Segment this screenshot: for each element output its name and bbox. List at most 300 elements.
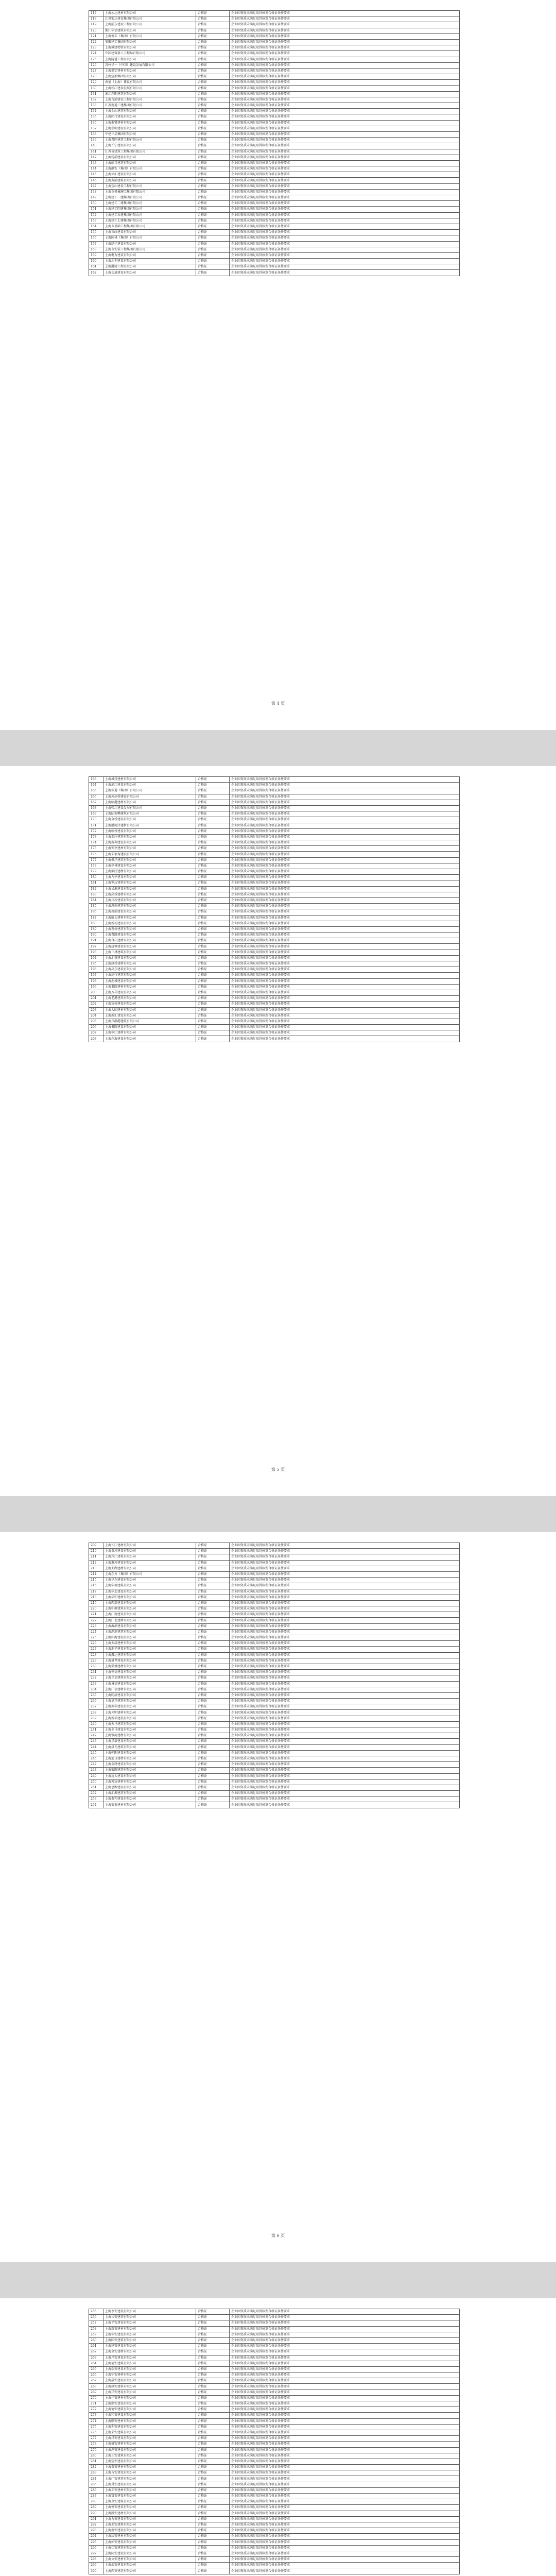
cell-name: 上海黄河建设有限公司 — [103, 1549, 196, 1554]
cell-no: 212 — [89, 1560, 103, 1566]
cell-no: 165 — [89, 788, 103, 794]
table-row — [89, 1756, 460, 1761]
cell-no: 257 — [89, 2320, 103, 2326]
cell-type: 合格证 — [196, 1629, 230, 1635]
cell-type: 合格证 — [196, 1030, 230, 1036]
cell-no: 223 — [89, 1623, 103, 1629]
table-row — [89, 155, 460, 160]
table-row — [89, 1744, 460, 1750]
cell-desc: 企业因资质未满足取得核发合格证条件要求 — [230, 892, 460, 897]
cell-desc: 企业因资质未满足取得核发合格证条件要求 — [230, 218, 460, 224]
table-row — [89, 2436, 460, 2442]
cell-no: 230 — [89, 1664, 103, 1669]
cell-no: 238 — [89, 1710, 103, 1716]
cell-name: 上海朝阳建设有限公司 — [103, 1750, 196, 1756]
cell-no: 159 — [89, 252, 103, 258]
cell-name: 上海嘉定建材有限公司 — [103, 68, 196, 74]
cell-desc: 企业因资质未满足取得核发合格证条件要求 — [230, 1692, 460, 1698]
table-row — [89, 2320, 460, 2326]
cell-no: 188 — [89, 921, 103, 926]
cell-type: 合格证 — [196, 1675, 230, 1681]
cell-type: 合格证 — [196, 1785, 230, 1790]
cell-type: 合格证 — [196, 852, 230, 857]
table-row — [89, 189, 460, 195]
cell-desc: 企业因资质未满足取得核发合格证条件要求 — [230, 950, 460, 955]
cell-no: 219 — [89, 1600, 103, 1606]
cell-type: 合格证 — [196, 897, 230, 903]
table-row — [89, 788, 460, 794]
cell-name: 上海亭林建设有限公司 — [103, 863, 196, 869]
table-row — [89, 846, 460, 852]
cell-no: 240 — [89, 1721, 103, 1727]
registry-table-body — [89, 2309, 460, 2574]
cell-type: 合格证 — [196, 80, 230, 86]
cell-desc: 企业因资质未满足取得核发合格证条件要求 — [230, 2372, 460, 2378]
cell-desc: 企业因资质未满足取得核发合格证条件要求 — [230, 1578, 460, 1583]
cell-desc: 企业因资质未满足取得核发合格证条件要求 — [230, 1612, 460, 1618]
cell-type: 合格证 — [196, 259, 230, 264]
cell-no: 282 — [89, 2465, 103, 2470]
cell-type: 合格证 — [196, 1623, 230, 1629]
cell-no: 150 — [89, 201, 103, 207]
cell-name: 上海水利建设有限公司 — [103, 259, 196, 264]
cell-type: 合格证 — [196, 817, 230, 823]
cell-no: 190 — [89, 933, 103, 938]
cell-desc: 企业因资质未满足取得核发合格证条件要求 — [230, 2470, 460, 2476]
cell-type: 合格证 — [196, 2326, 230, 2332]
cell-type: 合格证 — [196, 149, 230, 155]
table-row — [89, 1578, 460, 1583]
cell-desc: 企业因资质未满足取得核发合格证条件要求 — [230, 2337, 460, 2343]
table-row — [89, 1560, 460, 1566]
cell-name: 上海湖滨建筑有限公司 — [103, 1629, 196, 1635]
cell-no: 181 — [89, 880, 103, 886]
cell-desc: 企业因资质未满足取得核发合格证条件要求 — [230, 1727, 460, 1733]
cell-no: 216 — [89, 1583, 103, 1589]
cell-type: 合格证 — [196, 2309, 230, 2315]
table-row — [89, 2465, 460, 2470]
cell-desc: 企业因资质未满足取得核发合格证条件要求 — [230, 2407, 460, 2413]
table-row — [89, 2424, 460, 2430]
cell-type: 合格证 — [196, 788, 230, 794]
cell-no: 207 — [89, 1030, 103, 1036]
cell-name: 上海枫泾建筑有限公司 — [103, 857, 196, 863]
cell-name: 上海金马建设有限公司 — [103, 1727, 196, 1733]
cell-desc: 企业因资质未满足取得核发合格证条件要求 — [230, 938, 460, 944]
cell-name: 上海陆家嘴建筑有限公司 — [103, 811, 196, 817]
cell-type: 合格证 — [196, 2447, 230, 2453]
cell-type: 合格证 — [196, 933, 230, 938]
table-row — [89, 1606, 460, 1612]
cell-desc: 企业因资质未满足取得核发合格证条件要求 — [230, 846, 460, 852]
cell-desc: 企业因资质未满足取得核发合格证条件要求 — [230, 1762, 460, 1768]
table-row — [89, 2355, 460, 2361]
cell-type: 合格证 — [196, 2568, 230, 2574]
cell-type: 合格证 — [196, 1779, 230, 1785]
cell-no: 265 — [89, 2366, 103, 2372]
cell-name: 上海新华建设有限公司 — [103, 1716, 196, 1721]
cell-desc: 企业因资质未满足取得核发合格证条件要求 — [230, 1664, 460, 1669]
table-row — [89, 915, 460, 921]
cell-name: 上海交通建设有限公司 — [103, 270, 196, 276]
cell-desc: 企业因资质未满足取得核发合格证条件要求 — [230, 1600, 460, 1606]
document-page — [0, 0, 556, 730]
cell-desc: 企业因资质未满足取得核发合格证条件要求 — [230, 109, 460, 114]
cell-type: 合格证 — [196, 1652, 230, 1658]
cell-desc: 企业因资质未满足取得核发合格证条件要求 — [230, 2401, 460, 2407]
cell-name: 上海闵行建设有限公司 — [103, 114, 196, 120]
table-row — [89, 2482, 460, 2487]
table-row — [89, 143, 460, 149]
cell-no: 173 — [89, 834, 103, 840]
cell-no: 267 — [89, 2378, 103, 2384]
cell-desc: 企业因资质未满足取得核发合格证条件要求 — [230, 11, 460, 16]
cell-type: 合格证 — [196, 1681, 230, 1687]
cell-name: 上海如安建设有限公司 — [103, 2539, 196, 2545]
cell-no: 162 — [89, 270, 103, 276]
table-row — [89, 938, 460, 944]
cell-name: 上海宝冶集团有限公司 — [103, 74, 196, 80]
cell-name: 上海淮河建设有限公司 — [103, 1560, 196, 1566]
cell-name: 上海航头建材有限公司 — [103, 915, 196, 921]
cell-desc: 企业因资质未满足取得核发合格证条件要求 — [230, 62, 460, 68]
cell-name: 上海顺安建材有限公司 — [103, 2418, 196, 2424]
table-row — [89, 961, 460, 967]
table-row — [89, 80, 460, 86]
cell-desc: 企业因资质未满足取得核发合格证条件要求 — [230, 2366, 460, 2372]
cell-no: 139 — [89, 138, 103, 143]
cell-name: 上海华南建筑有限公司 — [103, 1583, 196, 1589]
table-row — [89, 1750, 460, 1756]
cell-name: 上海诚信建设有限公司 — [103, 1681, 196, 1687]
cell-type: 合格证 — [196, 1002, 230, 1007]
cell-name: 上海泰安建材有限公司 — [103, 2465, 196, 2470]
cell-desc: 企业因资质未满足取得核发合格证条件要求 — [230, 1716, 460, 1721]
cell-no: 170 — [89, 817, 103, 823]
cell-name: 上海青浦建设工程有限公司 — [103, 97, 196, 103]
table-row — [89, 1583, 460, 1589]
cell-type: 合格证 — [196, 1692, 230, 1698]
cell-desc: 企业因资质未满足取得核发合格证条件要求 — [230, 235, 460, 241]
table-row — [89, 904, 460, 909]
cell-type: 合格证 — [196, 1595, 230, 1600]
cell-name: 上海文安建材有限公司 — [103, 2557, 196, 2563]
cell-desc: 企业因资质未满足取得核发合格证条件要求 — [230, 2551, 460, 2556]
cell-desc: 企业因资质未满足取得核发合格证条件要求 — [230, 2361, 460, 2366]
page-number: 第 6 页 — [271, 2233, 285, 2238]
cell-type: 合格证 — [196, 1750, 230, 1756]
cell-desc: 企业因资质未满足取得核发合格证条件要求 — [230, 961, 460, 967]
cell-name: 上海徐汇建设有限公司 — [103, 172, 196, 178]
cell-no: 183 — [89, 892, 103, 897]
cell-type: 合格证 — [196, 2389, 230, 2395]
cell-desc: 企业因资质未满足取得核发合格证条件要求 — [230, 1733, 460, 1739]
cell-type: 合格证 — [196, 2344, 230, 2349]
cell-desc: 企业因资质未满足取得核发合格证条件要求 — [230, 2315, 460, 2320]
cell-desc: 企业因资质未满足取得核发合格证条件要求 — [230, 1583, 460, 1589]
cell-type: 合格证 — [196, 224, 230, 229]
cell-type: 合格证 — [196, 1704, 230, 1710]
cell-no: 297 — [89, 2551, 103, 2556]
cell-type: 合格证 — [196, 2551, 230, 2556]
cell-no: 244 — [89, 1744, 103, 1750]
cell-no: 234 — [89, 1687, 103, 1692]
cell-no: 144 — [89, 166, 103, 172]
table-row — [89, 97, 460, 103]
cell-type: 合格证 — [196, 1589, 230, 1595]
table-row — [89, 259, 460, 264]
cell-no: 185 — [89, 904, 103, 909]
table-row — [89, 62, 460, 68]
table-row — [89, 51, 460, 57]
cell-desc: 企业因资质未满足取得核发合格证条件要求 — [230, 2418, 460, 2424]
cell-no: 258 — [89, 2326, 103, 2332]
table-row — [89, 1762, 460, 1768]
cell-type: 合格证 — [196, 915, 230, 921]
table-row — [89, 863, 460, 869]
cell-name: 上海西部建设有限公司 — [103, 1600, 196, 1606]
table-row — [89, 1002, 460, 1007]
cell-no: 189 — [89, 926, 103, 932]
cell-name: 上海正安建筑有限公司 — [103, 2453, 196, 2459]
cell-desc: 企业因资质未满足取得核发合格证条件要求 — [230, 2563, 460, 2568]
table-row — [89, 218, 460, 224]
table-row — [89, 2505, 460, 2511]
cell-type: 合格证 — [196, 996, 230, 1002]
cell-no: 161 — [89, 264, 103, 270]
cell-type: 合格证 — [196, 97, 230, 103]
cell-name: 上海星辰建设有限公司 — [103, 1739, 196, 1744]
cell-name: 上海东方（集团）有限公司 — [103, 1571, 196, 1577]
cell-no: 201 — [89, 996, 103, 1002]
cell-no: 259 — [89, 2332, 103, 2337]
cell-no: 289 — [89, 2505, 103, 2511]
table-row — [89, 1007, 460, 1013]
cell-type: 合格证 — [196, 2315, 230, 2320]
table-row — [89, 1704, 460, 1710]
cell-type: 合格证 — [196, 909, 230, 915]
cell-type: 合格证 — [196, 2516, 230, 2522]
table-row — [89, 2361, 460, 2366]
cell-name: 上海大团建材有限公司 — [103, 1007, 196, 1013]
cell-no: 293 — [89, 2528, 103, 2534]
table-row — [89, 1019, 460, 1024]
cell-name: 上海远大建设有限公司 — [103, 1773, 196, 1779]
cell-no: 174 — [89, 840, 103, 846]
cell-name: 上海西安建筑有限公司 — [103, 2568, 196, 2574]
cell-no: 167 — [89, 800, 103, 805]
cell-type: 合格证 — [196, 247, 230, 252]
cell-name: 上海建工二建集团有限公司 — [103, 201, 196, 207]
cell-no: 154 — [89, 224, 103, 229]
cell-type: 合格证 — [196, 2424, 230, 2430]
cell-name: 上海吴淞建设有限公司 — [103, 886, 196, 892]
table-row — [89, 811, 460, 817]
cell-no: 227 — [89, 1647, 103, 1652]
cell-no: 283 — [89, 2470, 103, 2476]
table-row — [89, 2326, 460, 2332]
cell-name: 上海三林建筑有限公司 — [103, 950, 196, 955]
cell-desc: 企业因资质未满足取得核发合格证条件要求 — [230, 1647, 460, 1652]
cell-name: 上海宣桥建设有限公司 — [103, 1002, 196, 1007]
cell-type: 合格证 — [196, 241, 230, 247]
cell-no: 288 — [89, 2499, 103, 2505]
cell-no: 196 — [89, 967, 103, 973]
cell-name: 上海申江建材有限公司 — [103, 1030, 196, 1036]
cell-type: 合格证 — [196, 2522, 230, 2528]
cell-type: 合格证 — [196, 114, 230, 120]
cell-type: 合格证 — [196, 1773, 230, 1779]
cell-no: 278 — [89, 2442, 103, 2447]
cell-desc: 企业因资质未满足取得核发合格证条件要求 — [230, 1675, 460, 1681]
cell-no: 300 — [89, 2568, 103, 2574]
cell-type: 合格证 — [196, 1647, 230, 1652]
cell-type: 合格证 — [196, 2545, 230, 2551]
cell-type: 合格证 — [196, 2320, 230, 2326]
cell-type: 合格证 — [196, 143, 230, 149]
cell-desc: 企业因资质未满足取得核发合格证条件要求 — [230, 178, 460, 183]
cell-desc: 企业因资质未满足取得核发合格证条件要求 — [230, 241, 460, 247]
cell-desc: 企业因资质未满足取得核发合格证条件要求 — [230, 2482, 460, 2487]
table-row — [89, 2344, 460, 2349]
cell-no: 271 — [89, 2401, 103, 2407]
cell-no: 127 — [89, 68, 103, 74]
cell-desc: 企业因资质未满足取得核发合格证条件要求 — [230, 996, 460, 1002]
cell-desc: 企业因资质未满足取得核发合格证条件要求 — [230, 933, 460, 938]
table-row — [89, 1779, 460, 1785]
cell-type: 合格证 — [196, 252, 230, 258]
cell-name: 上海金辉建设有限公司 — [103, 1762, 196, 1768]
cell-type: 合格证 — [196, 869, 230, 875]
cell-name: 浙江华信建筑有限公司 — [103, 28, 196, 33]
cell-type: 合格证 — [196, 2459, 230, 2464]
cell-no: 175 — [89, 846, 103, 852]
cell-type: 合格证 — [196, 1710, 230, 1716]
table-row — [89, 2476, 460, 2482]
cell-no: 142 — [89, 155, 103, 160]
cell-type: 合格证 — [196, 1606, 230, 1612]
cell-name: 上海华安建设有限公司 — [103, 2332, 196, 2337]
cell-no: 233 — [89, 1681, 103, 1687]
cell-name: 上海泥城建设有限公司 — [103, 978, 196, 984]
table-row — [89, 264, 460, 270]
cell-name: 上海美安建筑有限公司 — [103, 2522, 196, 2528]
cell-type: 合格证 — [196, 109, 230, 114]
table-row — [89, 828, 460, 834]
cell-name: 上海市安装工程集团有限公司 — [103, 247, 196, 252]
cell-no: 246 — [89, 1756, 103, 1761]
cell-name: 上海祝桥建筑有限公司 — [103, 926, 196, 932]
cell-type: 合格证 — [196, 1025, 230, 1030]
cell-no: 131 — [89, 91, 103, 97]
table-row — [89, 2528, 460, 2534]
cell-no: 215 — [89, 1578, 103, 1583]
cell-desc: 企业因资质未满足取得核发合格证条件要求 — [230, 2453, 460, 2459]
cell-name: 上海新场建设有限公司 — [103, 921, 196, 926]
table-row — [89, 2459, 460, 2464]
cell-no: 134 — [89, 109, 103, 114]
table-row — [89, 1036, 460, 1042]
cell-desc: 企业因资质未满足取得核发合格证条件要求 — [230, 1797, 460, 1802]
cell-no: 217 — [89, 1589, 103, 1595]
cell-no: 130 — [89, 86, 103, 91]
cell-desc: 企业因资质未满足取得核发合格证条件要求 — [230, 863, 460, 869]
registry-sheet — [89, 776, 459, 1042]
cell-name: 上海城投建材有限公司 — [103, 777, 196, 783]
cell-type: 合格证 — [196, 51, 230, 57]
cell-no: 195 — [89, 961, 103, 967]
cell-no: 218 — [89, 1595, 103, 1600]
table-row — [89, 28, 460, 33]
table-row — [89, 2568, 460, 2574]
cell-desc: 企业因资质未满足取得核发合格证条件要求 — [230, 886, 460, 892]
cell-desc: 企业因资质未满足取得核发合格证条件要求 — [230, 28, 460, 33]
cell-type: 合格证 — [196, 2563, 230, 2568]
cell-type: 合格证 — [196, 950, 230, 955]
cell-name: 上海华北建设有限公司 — [103, 1589, 196, 1595]
table-row — [89, 1543, 460, 1549]
cell-no: 272 — [89, 2407, 103, 2413]
cell-name: 上海市基础工程集团有限公司 — [103, 224, 196, 229]
cell-name: 上海城建物资有限公司 — [103, 45, 196, 51]
cell-no: 243 — [89, 1739, 103, 1744]
cell-desc: 企业因资质未满足取得核发合格证条件要求 — [230, 247, 460, 252]
cell-desc: 企业因资质未满足取得核发合格证条件要求 — [230, 1013, 460, 1019]
cell-no: 284 — [89, 2476, 103, 2482]
cell-type: 合格证 — [196, 74, 230, 80]
table-row — [89, 1797, 460, 1802]
table-row — [89, 1687, 460, 1692]
cell-type: 合格证 — [196, 45, 230, 51]
table-row — [89, 178, 460, 183]
cell-name: 上海瑞安建设有限公司 — [103, 2366, 196, 2372]
table-row — [89, 2551, 460, 2556]
cell-no: 273 — [89, 2413, 103, 2418]
cell-no: 199 — [89, 984, 103, 990]
table-row — [89, 1768, 460, 1773]
table-row — [89, 252, 460, 258]
cell-no: 157 — [89, 241, 103, 247]
cell-no: 155 — [89, 230, 103, 235]
cell-desc: 企业因资质未满足取得核发合格证条件要求 — [230, 852, 460, 857]
cell-no: 285 — [89, 2482, 103, 2487]
cell-name: 上海东海建设有限公司 — [103, 1036, 196, 1042]
cell-name: 上海长安建筑有限公司 — [103, 2315, 196, 2320]
table-row — [89, 138, 460, 143]
cell-name: 上海复兴建筑有限公司 — [103, 1699, 196, 1704]
cell-name: 上海泰和建设有限公司 — [103, 1797, 196, 1802]
cell-desc: 企业因资质未满足取得核发合格证条件要求 — [230, 2494, 460, 2499]
cell-desc: 企业因资质未满足取得核发合格证条件要求 — [230, 834, 460, 840]
cell-type: 合格证 — [196, 183, 230, 189]
cell-name: 上海恒信建设有限公司 — [103, 1670, 196, 1675]
cell-name: 上海高东建设有限公司 — [103, 967, 196, 973]
cell-desc: 企业因资质未满足取得核发合格证条件要求 — [230, 2442, 460, 2447]
cell-name: 上海市机械施工集团有限公司 — [103, 189, 196, 195]
table-row — [89, 996, 460, 1002]
cell-name: 上海书院建设有限公司 — [103, 1025, 196, 1030]
table-row — [89, 2349, 460, 2355]
cell-desc: 企业因资质未满足取得核发合格证条件要求 — [230, 230, 460, 235]
table-row — [89, 114, 460, 120]
cell-name: 上海福安建筑有限公司 — [103, 2361, 196, 2366]
table-row — [89, 2545, 460, 2551]
table-row — [89, 2563, 460, 2568]
cell-desc: 企业因资质未满足取得核发合格证条件要求 — [230, 1549, 460, 1554]
cell-desc: 企业因资质未满足取得核发合格证条件要求 — [230, 1606, 460, 1612]
table-row — [89, 2534, 460, 2539]
cell-name: 上海华中建材有限公司 — [103, 1595, 196, 1600]
